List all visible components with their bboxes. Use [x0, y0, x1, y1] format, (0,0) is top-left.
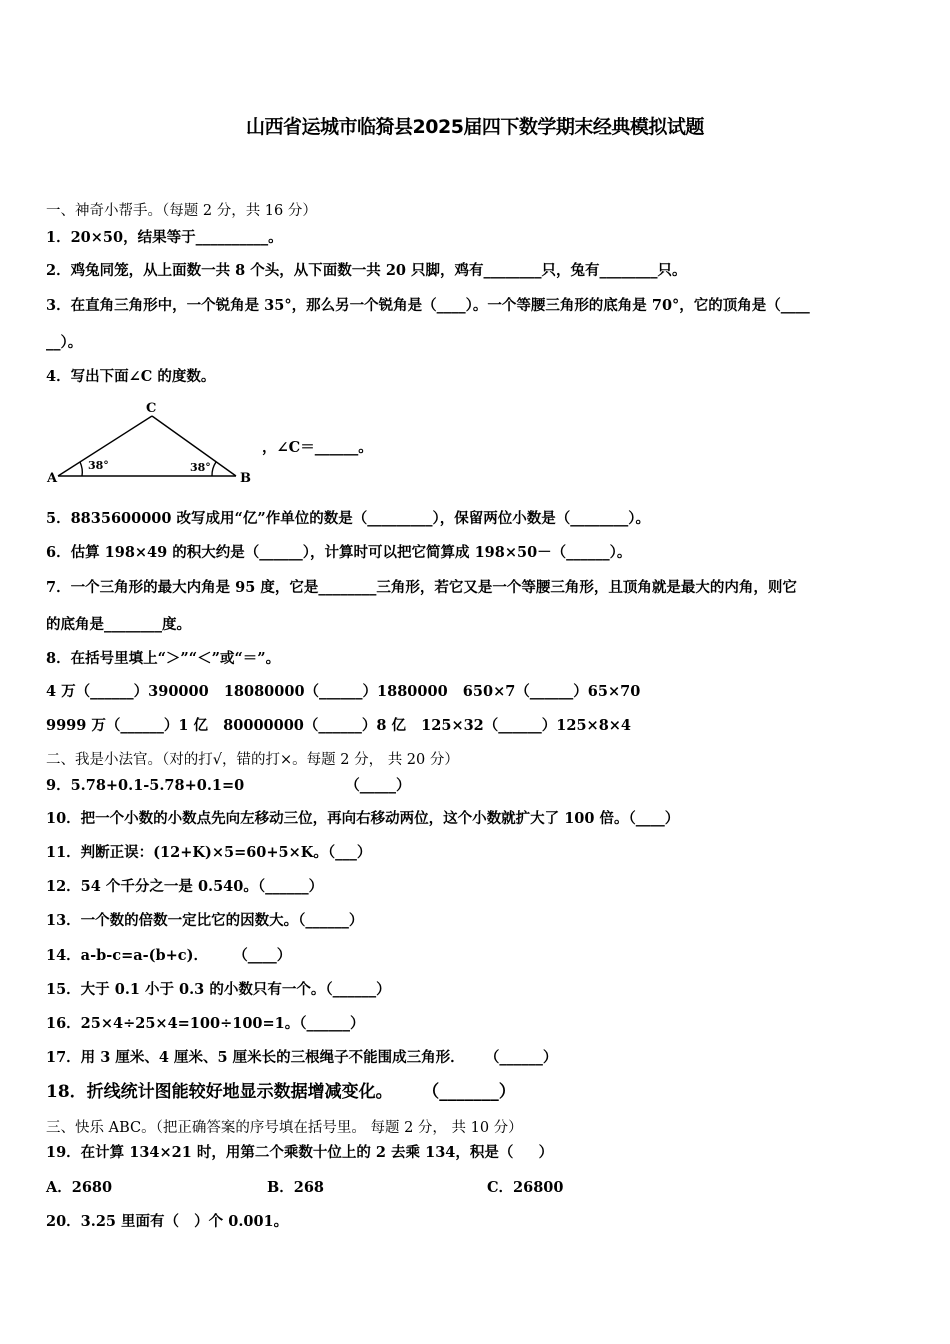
- question-18: 18．折线统计图能较好地显示数据增减变化。 （_______）: [46, 1082, 516, 1102]
- page-title: 山西省运城市临猗县2025届四下数学期末经典模拟试题: [246, 116, 704, 138]
- question-12: 12．54 个千分之一是 0.540。（______）: [46, 878, 324, 895]
- question-7: 7．一个三角形的最大内角是 95 度，它是________三角形，若它又是一个等腰三角形，且顶角就是最大的内角，则它: [46, 579, 797, 596]
- question-7-continued: 的底角是________度。: [46, 616, 191, 633]
- question-9: 9．5.78+0.1-5.78+0.1=0 （_____）: [46, 777, 411, 794]
- question-10: 10．把一个小数的小数点先向左移动三位，再向右移动两位，这个小数就扩大了 100 倍。（____）: [46, 810, 680, 827]
- section-2-heading: 二、我是小法官。（对的打√，错的打×。每题 2 分， 共 20 分）: [46, 752, 459, 768]
- question-15: 15．大于 0.1 小于 0.3 的小数只有一个。（______）: [46, 981, 391, 998]
- section-3-heading: 三、快乐 ABC。（把正确答案的序号填在括号里。 每题 2 分， 共 10 分）: [46, 1120, 523, 1136]
- question-4-answer: ，∠C＝______。: [262, 439, 373, 456]
- angle-a-arc: [80, 462, 82, 476]
- question-19-option-b: B．268: [267, 1179, 325, 1196]
- question-17: 17．用 3 厘米、4 厘米、5 厘米长的三根绳子不能围成三角形． （______）: [46, 1049, 558, 1066]
- vertex-a-label: A: [47, 471, 58, 486]
- question-16: 16．25×4÷25×4=100÷100=1。（______）: [46, 1015, 365, 1032]
- question-8-row-2: 9999 万（______）1 亿 80000000（______）8 亿 125×32（______）125×8×4: [46, 717, 632, 734]
- question-8: 8．在括号里填上“＞”“＜”或“＝”。: [46, 650, 281, 667]
- angle-b-label: 38°: [190, 461, 211, 474]
- angle-b-arc: [212, 462, 216, 476]
- triangle-figure: [44, 398, 264, 488]
- question-11: 11．判断正误：(12+K)×5=60+5×K。（___）: [46, 844, 372, 861]
- question-4: 4．写出下面∠C 的度数。: [46, 368, 216, 385]
- question-14: 14．a-b-c=a-(b+c)． （____）: [46, 947, 292, 964]
- question-5: 5．8835600000 改写成用“亿”作单位的数是（_________），保留两位小数是（________）。: [46, 510, 650, 527]
- question-20: 20．3.25 里面有（ ）个 0.001。: [46, 1213, 289, 1230]
- question-19-option-a: A．2680: [46, 1179, 113, 1196]
- angle-a-label: 38°: [88, 459, 109, 472]
- question-3: 3．在直角三角形中，一个锐角是 35°，那么另一个锐角是（____）。一个等腰三角形的底角是 70°，它的顶角是（____: [46, 297, 810, 314]
- question-2: 2．鸡兔同笼，从上面数一共 8 个头，从下面数一共 20 只脚，鸡有________只，兔有________只。: [46, 262, 687, 279]
- vertex-b-label: B: [240, 471, 251, 486]
- question-6: 6．估算 198×49 的积大约是（______），计算时可以把它简算成 198×50－（______）。: [46, 544, 632, 561]
- question-19: 19．在计算 134×21 时，用第二个乘数十位上的 2 去乘 134，积是（ ）: [46, 1144, 554, 1161]
- section-1-heading: 一、神奇小帮手。（每题 2 分，共 16 分）: [46, 203, 317, 219]
- question-19-option-c: C．26800: [487, 1179, 564, 1196]
- question-3-continued: __）。: [46, 334, 83, 351]
- question-1: 1．20×50，结果等于__________。: [46, 229, 283, 246]
- question-8-row-1: 4 万（______）390000 18080000（______）1880000 650×7（______）65×70: [46, 683, 641, 700]
- vertex-c-label: C: [146, 401, 157, 416]
- question-13: 13．一个数的倍数一定比它的因数大。（______）: [46, 912, 364, 929]
